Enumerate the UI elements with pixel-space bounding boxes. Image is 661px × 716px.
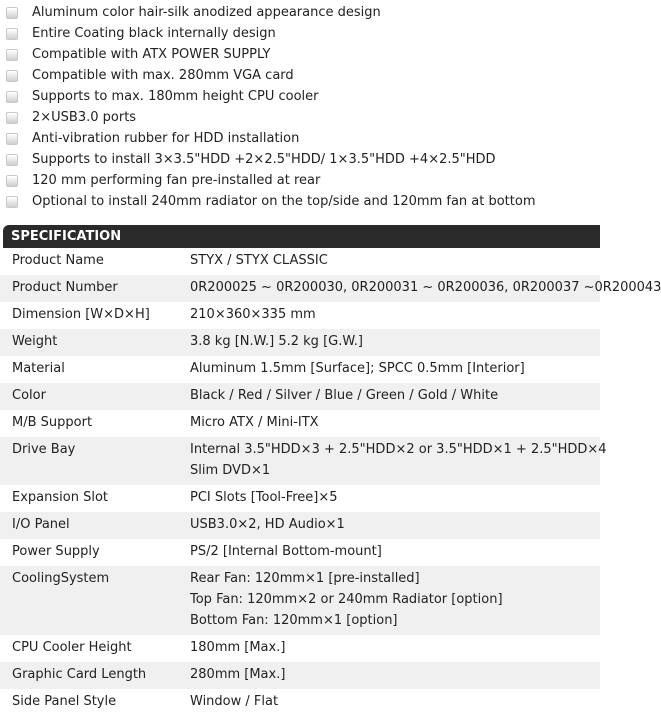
- bullet-icon: [6, 154, 18, 166]
- bullet-icon: [6, 70, 18, 82]
- spec-label: [0, 275, 190, 302]
- spec-value-line: Aluminum 1.5mm [Surface]; SPCC 0.5mm [Interior]: [190, 361, 525, 376]
- spec-value-line: PCI Slots [Tool-Free]×5: [190, 490, 338, 505]
- spec-value: [190, 356, 600, 383]
- spec-label: [0, 410, 190, 437]
- spec-value-line: STYX / STYX CLASSIC: [190, 253, 328, 268]
- spec-label: [0, 329, 190, 356]
- spec-value-line: 180mm [Max.]: [190, 640, 286, 655]
- feature-text: Anti-vibration rubber for HDD installation: [32, 131, 300, 146]
- bullet-icon: [6, 7, 18, 19]
- spec-label-text: Graphic Card Length: [12, 667, 147, 682]
- spec-row: [0, 566, 600, 635]
- spec-row: [0, 275, 600, 302]
- specification-table: [0, 248, 661, 716]
- bullet-icon: [6, 196, 18, 208]
- spec-label: [0, 248, 190, 275]
- feature-item: [0, 191, 600, 212]
- feature-item: [0, 23, 600, 44]
- spec-label-text: Product Name: [12, 253, 104, 268]
- feature-item: [0, 44, 600, 65]
- spec-value: [190, 689, 600, 716]
- spec-value-line: Bottom Fan: 120mm×1 [option]: [190, 613, 398, 628]
- spec-value: [190, 302, 600, 329]
- spec-value: [190, 410, 600, 437]
- bullet-icon: [6, 28, 18, 40]
- spec-value: [190, 383, 600, 410]
- feature-text: Optional to install 240mm radiator on the top/side and 120mm fan at bottom: [32, 194, 536, 209]
- spec-label-text: I/O Panel: [12, 517, 70, 532]
- spec-value: [190, 539, 600, 566]
- spec-label: [0, 383, 190, 410]
- spec-label: [0, 566, 190, 635]
- spec-label: [0, 356, 190, 383]
- spec-label-text: Power Supply: [12, 544, 100, 559]
- spec-value-line: Rear Fan: 120mm×1 [pre-installed]: [190, 571, 420, 586]
- spec-label-text: Expansion Slot: [12, 490, 108, 505]
- feature-text: Supports to install 3×3.5"HDD +2×2.5"HDD/ 1×3.5"HDD +4×2.5"HDD: [32, 152, 496, 167]
- spec-row: [0, 356, 600, 383]
- feature-item: [0, 2, 600, 23]
- spec-label: [0, 485, 190, 512]
- feature-item: [0, 128, 600, 149]
- spec-value: [190, 662, 600, 689]
- bullet-icon: [6, 175, 18, 187]
- spec-label: [0, 635, 190, 662]
- feature-text: Supports to max. 180mm height CPU cooler: [32, 89, 319, 104]
- feature-text: Compatible with max. 280mm VGA card: [32, 68, 294, 83]
- spec-label: [0, 437, 190, 485]
- feature-text: 2×USB3.0 ports: [32, 110, 137, 125]
- spec-label-text: CoolingSystem: [12, 571, 110, 586]
- spec-row: [0, 539, 600, 566]
- spec-row: [0, 689, 600, 716]
- bullet-icon: [6, 112, 18, 124]
- spec-label: [0, 662, 190, 689]
- spec-value: [190, 635, 600, 662]
- spec-row: [0, 437, 600, 485]
- spec-label-text: M/B Support: [12, 415, 93, 430]
- spec-label-text: Material: [12, 361, 65, 376]
- spec-value-line: 3.8 kg [N.W.] 5.2 kg [G.W.]: [190, 334, 363, 349]
- spec-value-line: Micro ATX / Mini-ITX: [190, 415, 319, 430]
- spec-value: [190, 248, 600, 275]
- feature-item: [0, 170, 600, 191]
- spec-label-text: Color: [12, 388, 46, 403]
- spec-label: [0, 512, 190, 539]
- spec-value-line: Black / Red / Silver / Blue / Green / Gold / White: [190, 388, 499, 403]
- spec-label: [0, 689, 190, 716]
- spec-row: [0, 512, 600, 539]
- feature-item: [0, 65, 600, 86]
- spec-label-text: Product Number: [12, 280, 118, 295]
- bullet-icon: [6, 49, 18, 61]
- spec-value: [190, 437, 607, 485]
- spec-value-line: Window / Flat: [190, 694, 279, 709]
- specification-title: SPECIFICATION: [11, 229, 122, 244]
- spec-row: [0, 302, 600, 329]
- spec-value: [190, 485, 600, 512]
- spec-label: [0, 302, 190, 329]
- spec-row: [0, 662, 600, 689]
- spec-label-text: Weight: [12, 334, 58, 349]
- spec-row: [0, 329, 600, 356]
- feature-list: [0, 2, 600, 212]
- spec-row: [0, 410, 600, 437]
- spec-label-text: Drive Bay: [12, 442, 76, 457]
- spec-row: [0, 485, 600, 512]
- spec-row: [0, 635, 600, 662]
- feature-item: [0, 86, 600, 107]
- spec-label-text: Dimension [W×D×H]: [12, 307, 150, 322]
- spec-label: [0, 539, 190, 566]
- spec-value-line: 0R200025 ~ 0R200030, 0R200031 ~ 0R200036, 0R200037 ~0R200043: [190, 280, 661, 295]
- feature-text: 120 mm performing fan pre-installed at rear: [32, 173, 321, 188]
- spec-value: [190, 329, 600, 356]
- spec-value-line: Internal 3.5"HDD×3 + 2.5"HDD×2 or 3.5"HDD×1 + 2.5"HDD×4: [190, 442, 607, 457]
- spec-value-line: USB3.0×2, HD Audio×1: [190, 517, 345, 532]
- spec-value-line: Slim DVD×1: [190, 463, 271, 478]
- spec-value-line: Top Fan: 120mm×2 or 240mm Radiator [option]: [190, 592, 503, 607]
- feature-item: [0, 149, 600, 170]
- spec-label-text: Side Panel Style: [12, 694, 117, 709]
- spec-value: [190, 275, 661, 302]
- bullet-icon: [6, 91, 18, 103]
- feature-text: Entire Coating black internally design: [32, 26, 276, 41]
- feature-text: Compatible with ATX POWER SUPPLY: [32, 47, 271, 62]
- spec-value: [190, 566, 600, 635]
- spec-row: [0, 248, 600, 275]
- feature-text: Aluminum color hair-silk anodized appearance design: [32, 5, 381, 20]
- spec-value-line: 210×360×335 mm: [190, 307, 316, 322]
- spec-row: [0, 383, 600, 410]
- spec-value-line: 280mm [Max.]: [190, 667, 286, 682]
- spec-value-line: PS/2 [Internal Bottom-mount]: [190, 544, 382, 559]
- feature-item: [0, 107, 600, 128]
- spec-label-text: CPU Cooler Height: [12, 640, 132, 655]
- specification-header: [3, 225, 600, 248]
- bullet-icon: [6, 133, 18, 145]
- spec-value: [190, 512, 600, 539]
